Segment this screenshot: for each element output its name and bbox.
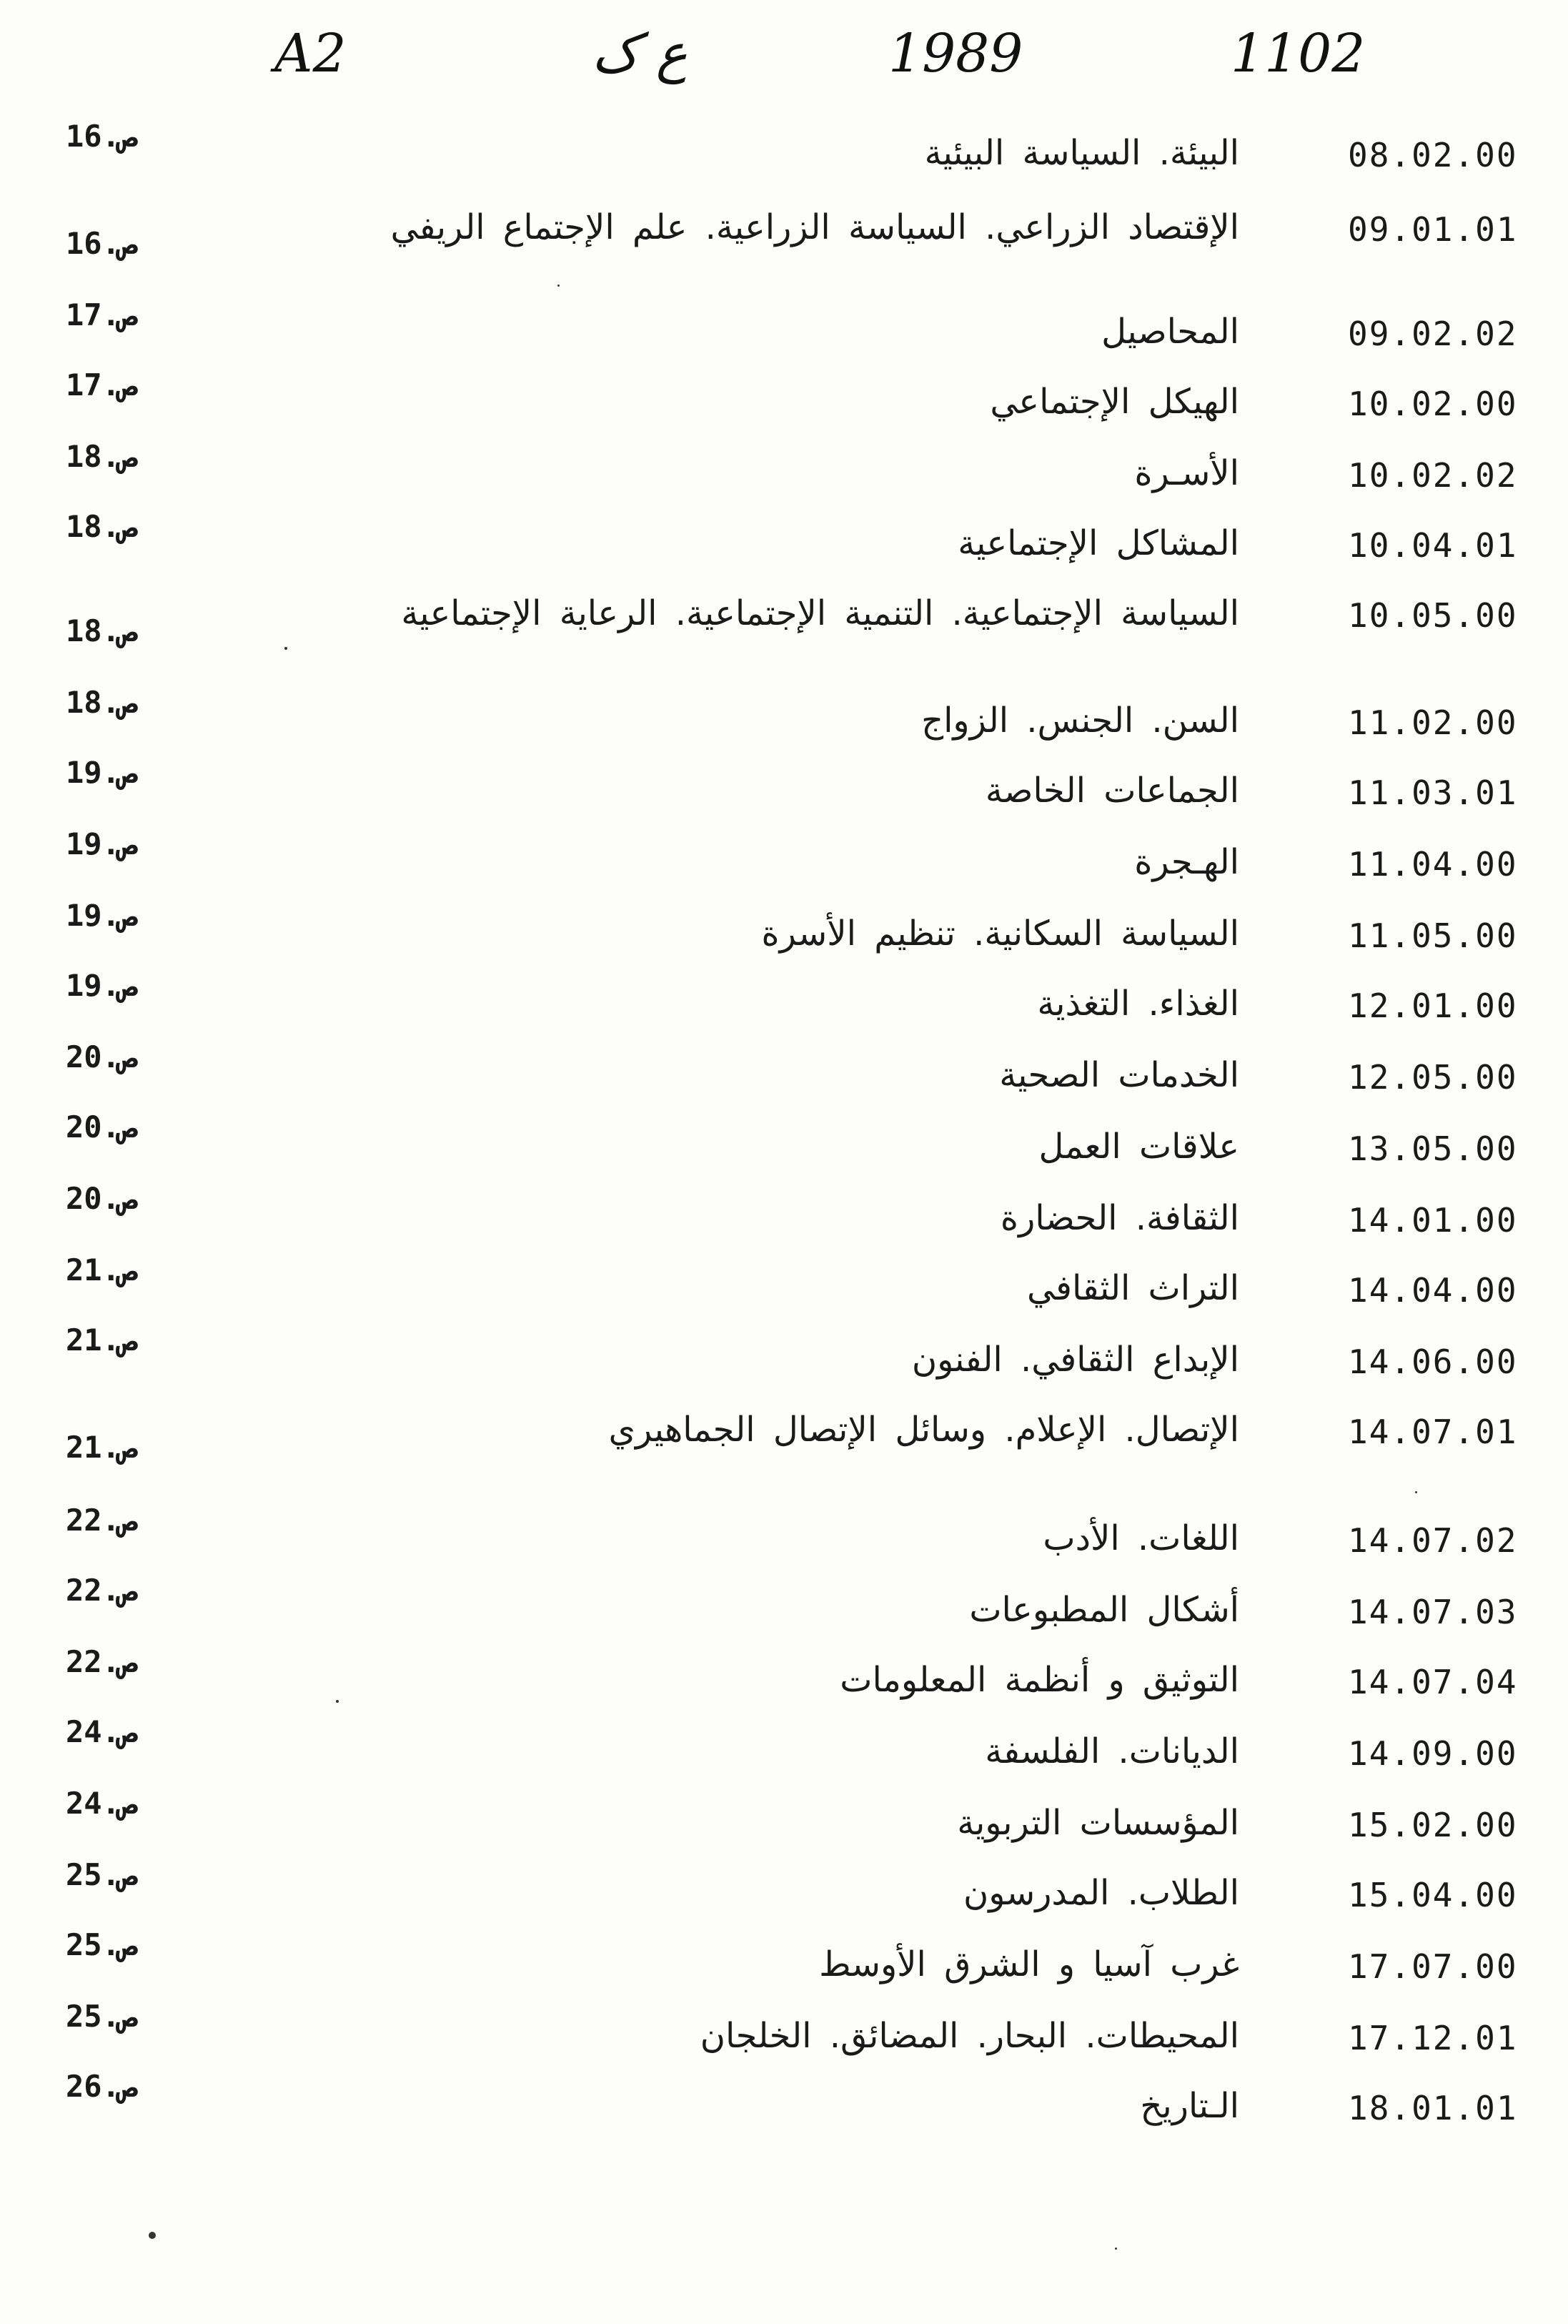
- entry-title: التوثيق و أنظمة المعلومات: [840, 1660, 1239, 1700]
- entry-title: الأسـرة: [1134, 453, 1239, 493]
- entry-code: 08.02.00: [1348, 136, 1518, 174]
- scan-speck: [557, 285, 560, 287]
- entry-page: ص.24: [66, 1786, 139, 1821]
- entry-title: الطلاب. المدرسون: [963, 1873, 1239, 1913]
- handwritten-note-2: ع ک: [592, 23, 688, 84]
- entry-title: الثقافة. الحضارة: [1000, 1198, 1239, 1238]
- entry-page: ص.25: [66, 1999, 139, 2034]
- entry-code: 14.07.01: [1348, 1413, 1518, 1451]
- entry-title: البيئة. السياسة البيئية: [924, 133, 1239, 173]
- entry-title: الهـجرة: [1134, 842, 1239, 882]
- entry-code: 14.07.04: [1348, 1663, 1518, 1701]
- scan-speck: [1415, 1491, 1417, 1493]
- scan-speck: [336, 1700, 339, 1703]
- entry-page: ص.21: [66, 1430, 139, 1465]
- entry-page: ص.20: [66, 1039, 139, 1074]
- handwritten-year: 1989: [888, 23, 1023, 84]
- handwritten-number: 1102: [1231, 23, 1366, 84]
- entry-code: 11.03.01: [1348, 773, 1518, 812]
- entry-page: ص.16: [66, 226, 139, 261]
- entry-page: ص.18: [66, 439, 139, 474]
- entry-title: السياسة السكانية. تنظيم الأسرة: [761, 914, 1239, 954]
- entry-code: 09.02.02: [1348, 315, 1518, 353]
- entry-code: 13.05.00: [1348, 1129, 1518, 1168]
- scan-speck: [149, 2232, 156, 2239]
- entry-title: الهيكل الإجتماعي: [990, 382, 1239, 422]
- entry-title: الإقتصاد الزراعي. السياسة الزراعية. علم الإجتماع الريفي: [390, 207, 1239, 247]
- entry-page: ص.20: [66, 1181, 139, 1216]
- entry-code: 12.05.00: [1348, 1058, 1518, 1097]
- entry-title: الخدمات الصحية: [999, 1055, 1239, 1095]
- entry-code: 15.04.00: [1348, 1876, 1518, 1914]
- entry-code: 18.01.01: [1348, 2089, 1518, 2127]
- entry-title: الإبداع الثقافي. الفنون: [911, 1340, 1239, 1380]
- entry-page: ص.22: [66, 1503, 139, 1538]
- entry-code: 10.04.01: [1348, 526, 1518, 565]
- entry-title: التراث الثقافي: [1026, 1268, 1239, 1308]
- entry-title: الغذاء. التغذية: [1037, 984, 1239, 1024]
- entry-title: السن. الجنس. الزواج: [921, 701, 1239, 741]
- entry-page: ص.21: [66, 1252, 139, 1287]
- entry-page: ص.19: [66, 968, 139, 1003]
- entry-title: الإتصال. الإعلام. وسائل الإتصال الجماهيري: [608, 1410, 1239, 1450]
- entry-code: 11.02.00: [1348, 703, 1518, 742]
- entry-code: 12.01.00: [1348, 987, 1518, 1025]
- entry-page: ص.17: [66, 297, 139, 332]
- entry-page: ص.25: [66, 1927, 139, 1962]
- entry-page: ص.20: [66, 1109, 139, 1144]
- entry-page: ص.17: [66, 367, 139, 402]
- entry-title: السياسة الإجتماعية. التنمية الإجتماعية. الرعاية الإجتماعية: [401, 593, 1239, 633]
- entry-title: المشاكل الإجتماعية: [958, 523, 1239, 563]
- entry-code: 11.04.00: [1348, 845, 1518, 884]
- entry-code: 14.04.00: [1348, 1271, 1518, 1310]
- entry-code: 14.06.00: [1348, 1343, 1518, 1381]
- entry-page: ص.26: [66, 2069, 139, 2104]
- entry-code: 10.05.00: [1348, 596, 1518, 635]
- entry-title: المحيطات. البحار. المضائق. الخلجان: [700, 2016, 1239, 2056]
- scan-speck: [1115, 2248, 1117, 2250]
- entry-page: ص.19: [66, 826, 139, 861]
- entry-title: المحاصيل: [1101, 312, 1239, 352]
- entry-page: ص.22: [66, 1644, 139, 1679]
- entry-page: ص.16: [66, 119, 139, 154]
- entry-code: 15.02.00: [1348, 1806, 1518, 1844]
- entry-code: 14.07.02: [1348, 1521, 1518, 1560]
- entry-title: أشكال المطبوعات: [969, 1590, 1239, 1630]
- entry-page: ص.18: [66, 613, 139, 648]
- entry-title: المؤسسات التربوية: [957, 1803, 1239, 1843]
- entry-title: علاقات العمل: [1038, 1127, 1239, 1167]
- entry-page: ص.25: [66, 1857, 139, 1892]
- entry-code: 09.01.01: [1348, 210, 1518, 249]
- scan-speck: [284, 647, 287, 650]
- entry-title: الـتاريخ: [1140, 2086, 1239, 2126]
- handwritten-note-1: A2: [274, 23, 347, 84]
- entry-code: 10.02.00: [1348, 385, 1518, 423]
- entry-title: اللغات. الأدب: [1043, 1518, 1239, 1558]
- entry-page: ص.21: [66, 1322, 139, 1358]
- entry-code: 17.12.01: [1348, 2019, 1518, 2057]
- entry-code: 10.02.02: [1348, 456, 1518, 495]
- entry-page: ص.18: [66, 685, 139, 720]
- entry-page: ص.22: [66, 1573, 139, 1608]
- entry-title: الديانات. الفلسفة: [985, 1731, 1239, 1771]
- entry-title: غرب آسيا و الشرق الأوسط: [819, 1944, 1239, 1984]
- entry-code: 17.07.00: [1348, 1947, 1518, 1986]
- entry-code: 14.01.00: [1348, 1201, 1518, 1240]
- entry-page: ص.19: [66, 898, 139, 933]
- entry-code: 11.05.00: [1348, 916, 1518, 955]
- entry-page: ص.19: [66, 755, 139, 790]
- entry-code: 14.09.00: [1348, 1734, 1518, 1773]
- entry-page: ص.24: [66, 1714, 139, 1749]
- entry-page: ص.18: [66, 509, 139, 544]
- entry-title: الجماعات الخاصة: [985, 771, 1239, 811]
- entry-code: 14.07.03: [1348, 1593, 1518, 1631]
